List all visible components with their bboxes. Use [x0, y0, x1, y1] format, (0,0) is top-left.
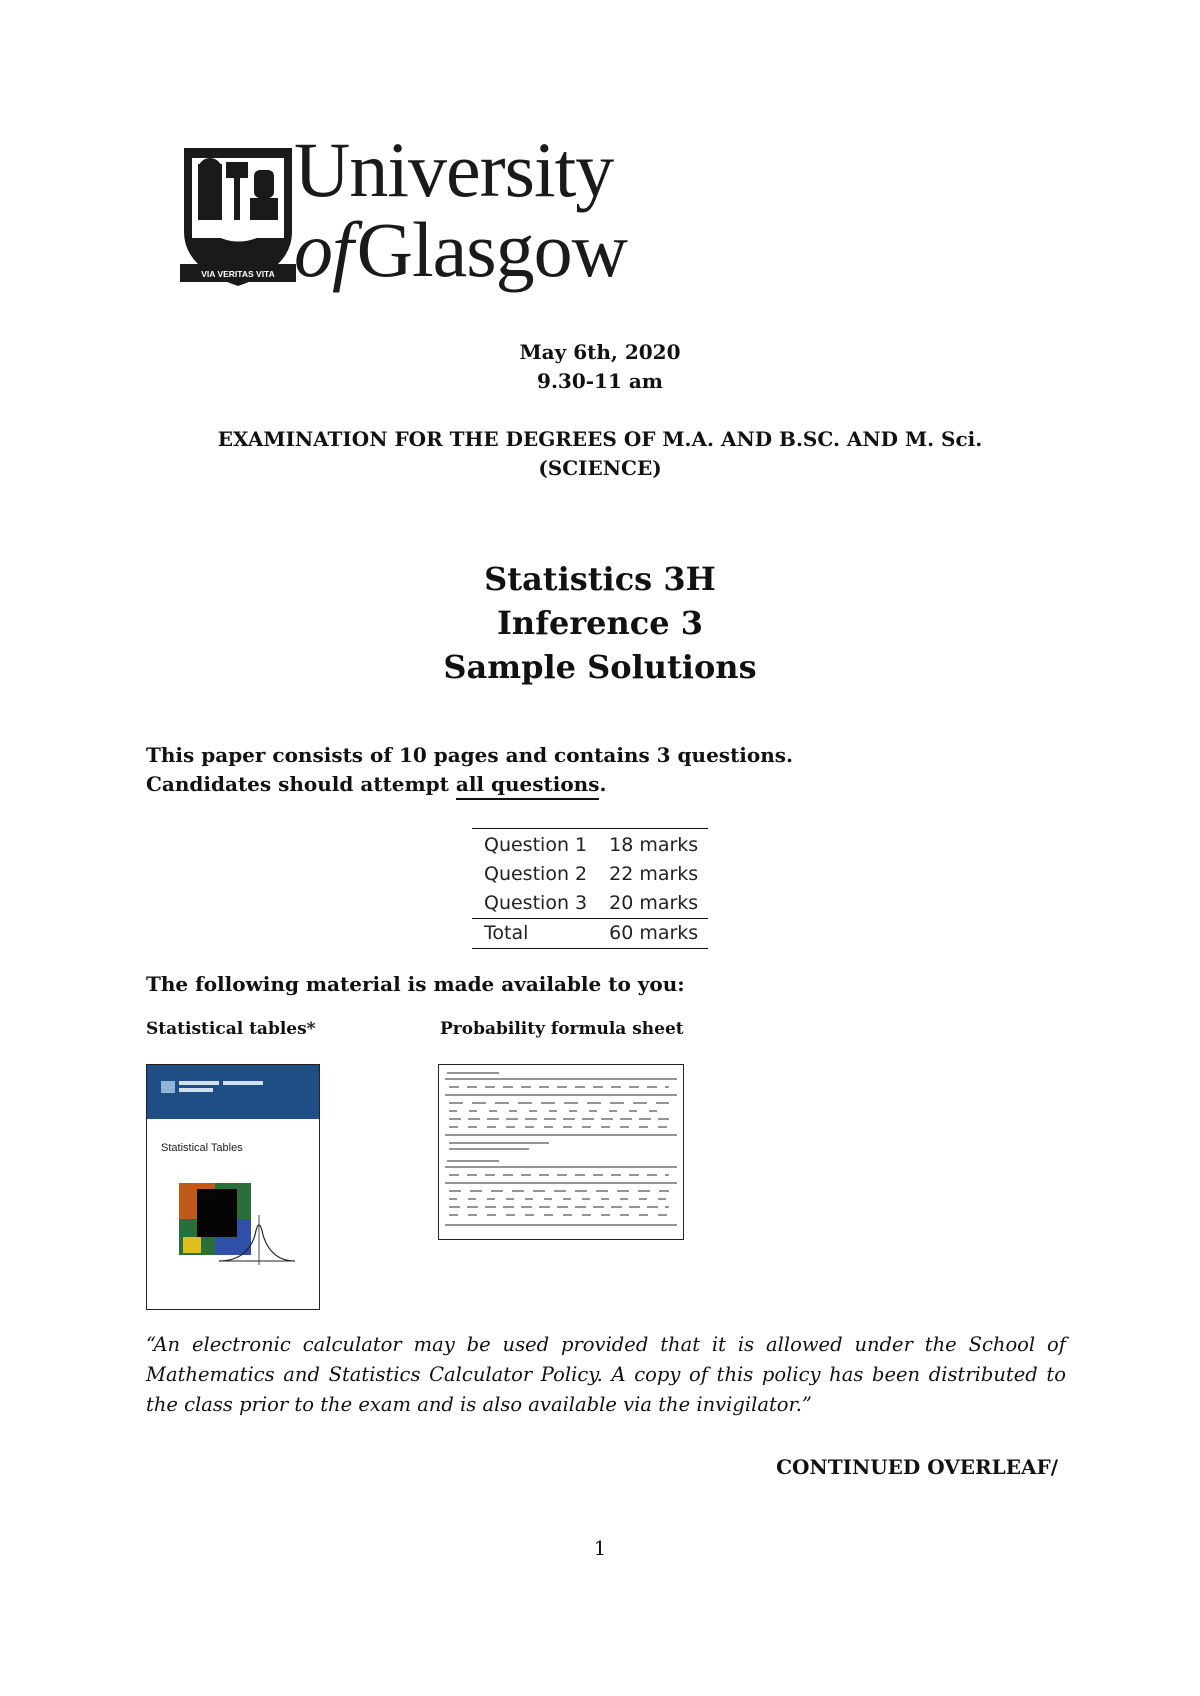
table-row [472, 889, 708, 919]
question-label: Question 3 [484, 892, 588, 914]
exam-date: May 6th, 2020 [519, 340, 681, 364]
course-subtitle: Inference 3 [496, 604, 704, 642]
logo-glasgow-word: Glasgow [356, 206, 627, 293]
table-row [472, 829, 708, 861]
formula-sheet-preview [438, 1064, 684, 1240]
question-marks: 20 marks [609, 892, 699, 914]
attempt-suffix: . [599, 772, 607, 796]
course-title: Statistics 3H [484, 560, 716, 598]
attempt-prefix: Candidates should attempt [146, 772, 456, 796]
exam-faculty-line: (SCIENCE) [538, 456, 662, 480]
table-row [472, 860, 708, 889]
continued-overleaf: CONTINUED OVERLEAF/ [776, 1455, 1058, 1479]
tables-cover-title: Statistical Tables [161, 1142, 243, 1154]
crest-motto: VIA VERITAS VITA [201, 269, 275, 279]
question-label: Question 1 [472, 829, 597, 861]
total-row [472, 919, 708, 949]
formula-sheet-label: Probability formula sheet [440, 1019, 684, 1039]
total-label: Total [472, 919, 597, 949]
attempt-emphasis: all questions [456, 772, 600, 800]
question-marks: 22 marks [609, 863, 699, 885]
statistical-tables-cover [146, 1064, 320, 1310]
marks-table [472, 828, 708, 949]
university-crest-icon [178, 140, 298, 290]
tables-cover-image [147, 1065, 319, 1309]
materials-heading: The following material is made available to you: [146, 972, 685, 996]
question-marks: 18 marks [597, 829, 708, 861]
calculator-policy-note: “An electronic calculator may be used provided that it is allowed under the School of Mathematics and Statistics Calculator Policy. A copy of this policy has been distributed to the class prior to the exam and is also available via the invigilator.” [146, 1333, 1066, 1416]
logo-university-text: University [294, 126, 614, 213]
pages-instruction: This paper consists of 10 pages and contains 3 questions. [146, 743, 794, 767]
logo-glasgow-text [294, 206, 627, 293]
logo-of-text: of [294, 206, 353, 293]
total-marks: 60 marks [597, 919, 708, 949]
university-logo [178, 126, 648, 293]
page-number: 1 [593, 1536, 607, 1560]
statistical-tables-label: Statistical tables* [146, 1019, 316, 1039]
document-type: Sample Solutions [443, 648, 757, 686]
exam-time: 9.30-11 am [537, 369, 663, 393]
question-label: Question 2 [484, 863, 588, 885]
formula-sheet-image [439, 1065, 683, 1239]
attempt-instruction [146, 772, 606, 796]
exam-degrees-line: EXAMINATION FOR THE DEGREES OF M.A. AND B.SC. AND M. Sci. [217, 427, 983, 451]
